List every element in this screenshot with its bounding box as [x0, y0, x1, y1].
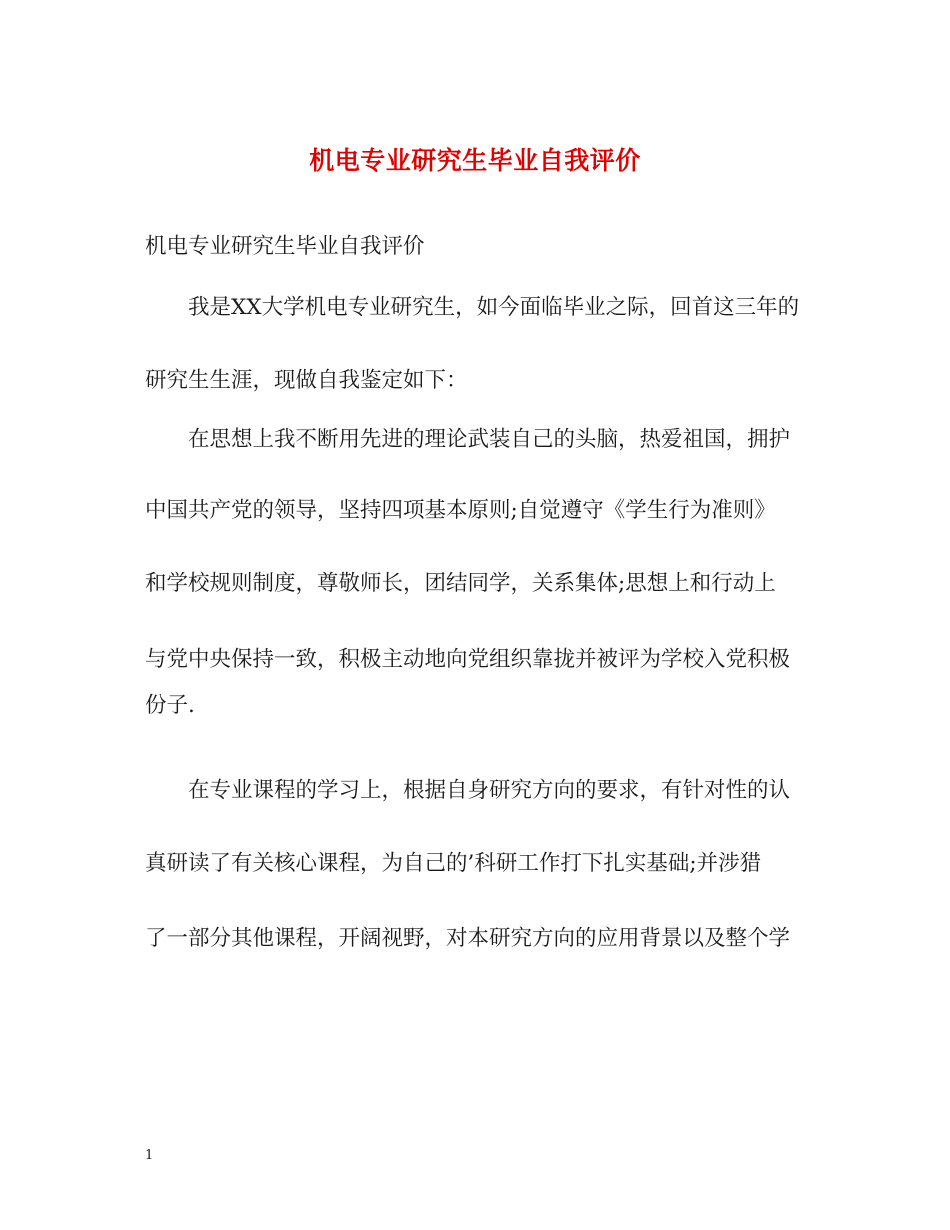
body-line: 在专业课程的学习上，根据自身研究方向的要求，有针对性的认 — [188, 778, 791, 803]
page-number: 1 — [145, 1148, 154, 1163]
body-line: 研究生生涯，现做自我鉴定如下： — [145, 368, 468, 393]
body-line: 我是XX大学机电专业研究生，如今面临毕业之际，回首这三年的 — [188, 295, 800, 320]
body-line: 了一部分其他课程，开阔视野，对本研究方向的应用背景以及整个学 — [145, 926, 791, 951]
body-line: 真研读了有关核心课程，为自己的’科研工作打下扎实基础;并涉猎 — [145, 851, 762, 876]
body-line: 中国共产党的领导，坚持四项基本原则;自觉遵守《学生行为准则》 — [145, 498, 776, 523]
body-line: 与党中央保持一致，积极主动地向党组织靠拢并被评为学校入党积极 — [145, 647, 791, 672]
body-line: 份子. — [145, 693, 195, 718]
body-line: 在思想上我不断用先进的理论武装自己的头脑，热爱祖国，拥护 — [188, 427, 791, 452]
document-title: 机电专业研究生毕业自我评价 — [309, 146, 641, 175]
body-line: 和学校规则制度，尊敬师长，团结同学，关系集体;思想上和行动上 — [145, 571, 776, 596]
body-line-subtitle: 机电专业研究生毕业自我评价 — [145, 234, 425, 259]
